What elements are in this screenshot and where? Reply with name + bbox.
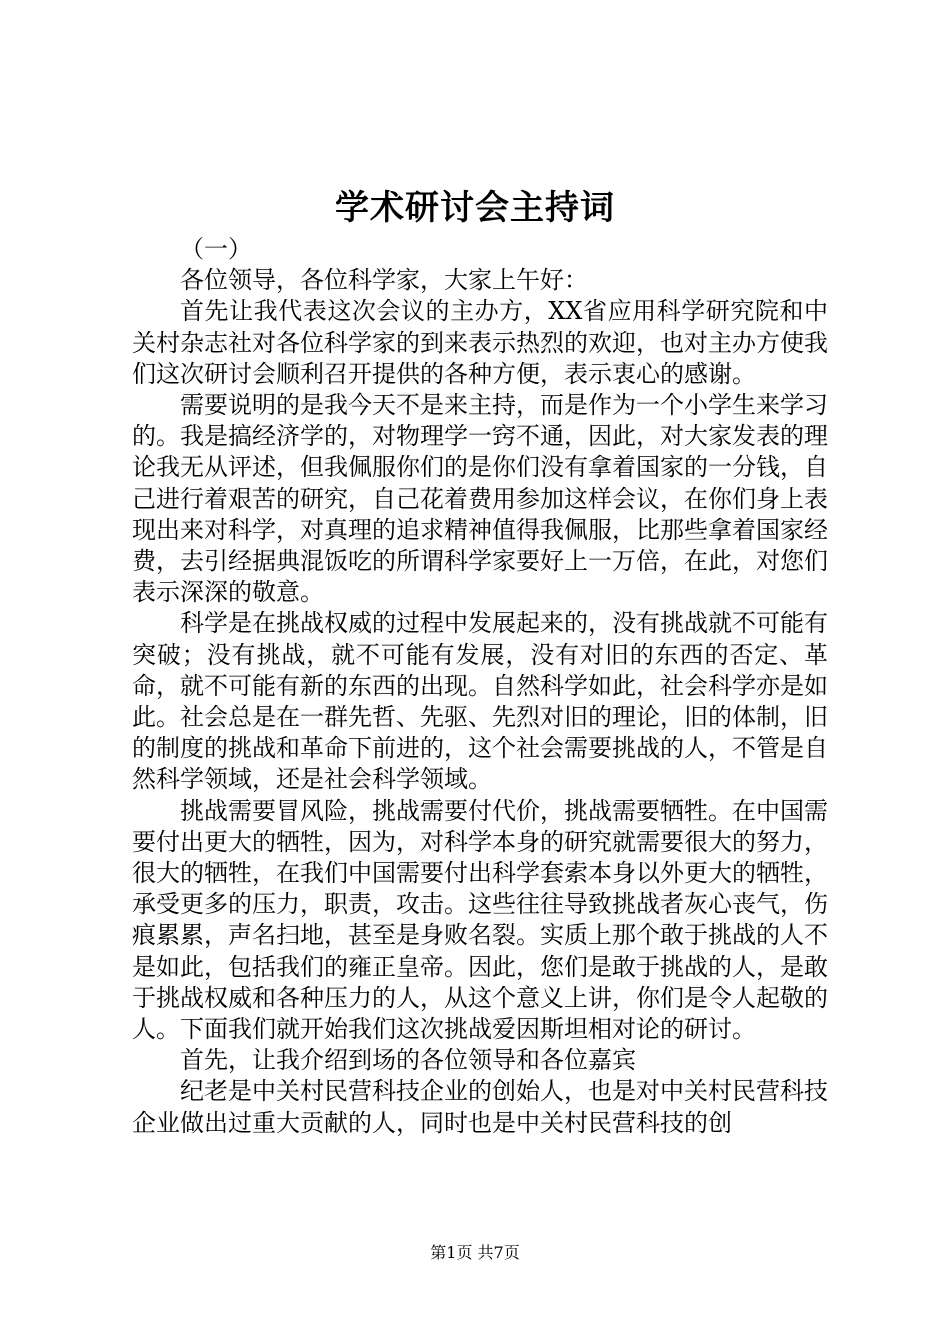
paragraph-section-marker: （一）	[180, 235, 252, 263]
paragraph: 首先让我代表这次会议的主办方，XX省应用科学研究院和中关村杂志社对各位科学家的到来表示热烈的欢迎，也对主办方使我们这次研讨会顺利召开提供的各种方便，表示衷心的感谢。	[132, 297, 828, 388]
page-footer: 第1页 共7页	[430, 1243, 520, 1262]
paragraph: 纪老是中关村民营科技企业的创始人，也是对中关村民营科技企业做出过重大贡献的人，同时也是中关村民营科技的创	[132, 1077, 828, 1137]
page-title: 学术研讨会主持词	[335, 188, 615, 228]
paragraph-greeting: 各位领导，各位科学家，大家上午好：	[180, 266, 588, 295]
paragraph: 需要说明的是我今天不是来主持，而是作为一个小学生来学习的。我是搞经济学的，对物理学一窍不通，因此，对大家发表的理论我无从评述，但我佩服你们的是你们没有拿着国家的一分钱，自己进行着艰苦的研究，自己花着费用参加这样会议，在你们身上表现出来对科学，对真理的追求精神值得我佩服，比那些拿着国家经费，去引经据典混饭吃的所谓科学家要好上一万倍，在此，对您们表示深深的敬意。	[132, 391, 828, 607]
paragraph: 挑战需要冒风险，挑战需要付代价，挑战需要牺牲。在中国需要付出更大的牺牲，因为，对科学本身的研究就需要很大的努力，很大的牺牲，在我们中国需要付出科学套索本身以外更大的牺牲，承受更多的压力，职责，攻击。这些往往导致挑战者灰心丧气，伤痕累累，声名扫地，甚至是身败名裂。实质上那个敢于挑战的人不是如此，包括我们的雍正皇帝。因此，您们是敢于挑战的人，是敢于挑战权威和各种压力的人，从这个意义上讲，你们是令人起敬的人。下面我们就开始我们这次挑战爱因斯坦相对论的研讨。	[132, 796, 828, 1044]
paragraph: 科学是在挑战权威的过程中发展起来的，没有挑战就不可能有突破；没有挑战，就不可能有发展，没有对旧的东西的否定、革命，就不可能有新的东西的出现。自然科学如此，社会科学亦是如此。社会总是在一群先哲、先驱、先烈对旧的理论，旧的体制，旧的制度的挑战和革命下前进的，这个社会需要挑战的人，不管是自然科学领域，还是社会科学领域。	[132, 609, 828, 794]
document-body	[132, 234, 828, 1139]
paragraph: 首先，让我介绍到场的各位领导和各位嘉宾	[180, 1046, 636, 1075]
